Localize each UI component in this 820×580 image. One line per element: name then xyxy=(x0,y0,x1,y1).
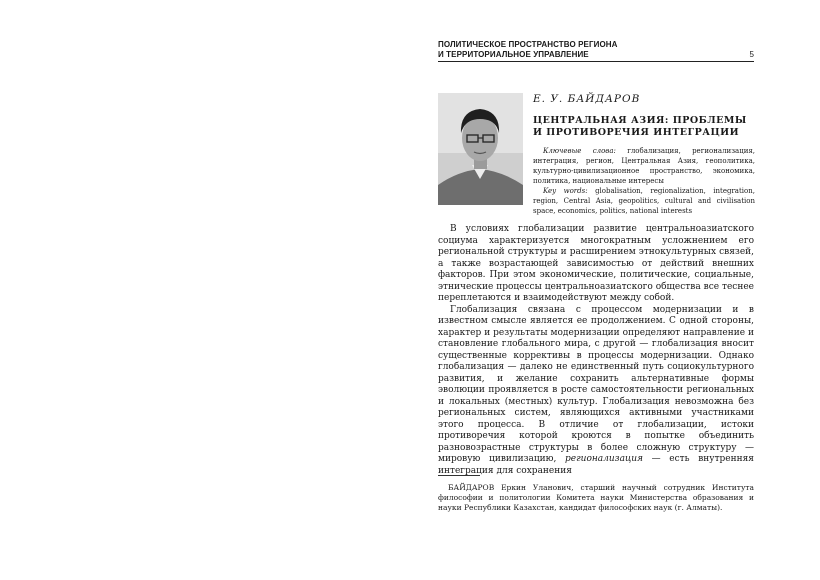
title-line-1: ЦЕНТРАЛЬНАЯ АЗИЯ: ПРОБЛЕМЫ xyxy=(533,115,747,126)
running-header xyxy=(438,40,754,60)
keywords-en-text: globalisation, regionalization, integration, region, Central Asia, geopolitics, cultural and civilisation space, economics, politics, national interests xyxy=(533,187,755,215)
footnote-text: БАЙДАРОВ Еркин Уланович, старший научный сотрудник Института философии и политологии Комитета науки Министерства образования и науки Республики Казахстан, кандидат философских наук (г. Алматы). xyxy=(438,483,754,512)
paragraph-2-emphasis: регионализация xyxy=(565,454,643,464)
keywords-ru-text: глобализация, регионализация, интеграция, регион, Центральная Азия, геополитика, культурно-цивилизационное пространство, экономика, политика, национальные интересы xyxy=(533,147,755,185)
footnote xyxy=(438,483,754,513)
paragraph-1: В условиях глобализации развитие центральноазиатского социума характеризуется многократным усложнением его региональной структуры и расширением этнокультурных связей, а также возрастающей зависимостью от действий внешних факторов. При этом экономические, политические, социальные, этнические процессы центральноазиатского общества все теснее переплетаются и взаимодействуют между собой. xyxy=(438,224,754,303)
author-photo xyxy=(438,93,523,205)
article-title xyxy=(533,115,755,138)
keywords-ru xyxy=(533,146,755,186)
keywords-en xyxy=(533,186,755,216)
header-rule xyxy=(438,61,754,62)
article-body xyxy=(438,224,754,477)
author-name: Е. У. БАЙДАРОВ xyxy=(533,93,641,105)
paragraph-2 xyxy=(438,305,754,478)
keywords-block xyxy=(533,146,755,216)
paragraph-2-end: — есть внутренняя интеграция для сохранения xyxy=(438,454,754,476)
title-line-2: И ПРОТИВОРЕЧИЯ ИНТЕГРАЦИИ xyxy=(533,126,740,138)
paragraph-2-text: Глобализация связана с процессом модернизации и в известном смысле является ее продолжением. С одной стороны, характер и результаты модернизации определяют направление и становление глобального мира, с другой — глобализация вносит существенные коррективы в процессы модернизации. Однако глобализация — далеко не единственный путь социокультурного развития, и желание сохранить альтернативные формы эволюции проявляется в росте самостоятельности региональных и локальных (местных) культур. Глобализация невозможна без региональных систем, являющихся активными участниками этого процесса. В отличие от глобализации, истоки противоречия которой кроются в попытке объединить разновозрастные структуры в более сложную структуру — мировую цивилизацию, xyxy=(438,304,754,464)
keywords-ru-label: Ключевые слова: xyxy=(543,147,616,155)
page-number: 5 xyxy=(749,50,754,59)
header-line-2: И ТЕРРИТОРИАЛЬНОЕ УПРАВЛЕНИЕ xyxy=(438,50,589,59)
header-line-1: ПОЛИТИЧЕСКОЕ ПРОСТРАНСТВО РЕГИОНА xyxy=(438,40,618,49)
keywords-en-label: Key words: xyxy=(543,187,588,195)
footnote-rule xyxy=(438,475,480,476)
